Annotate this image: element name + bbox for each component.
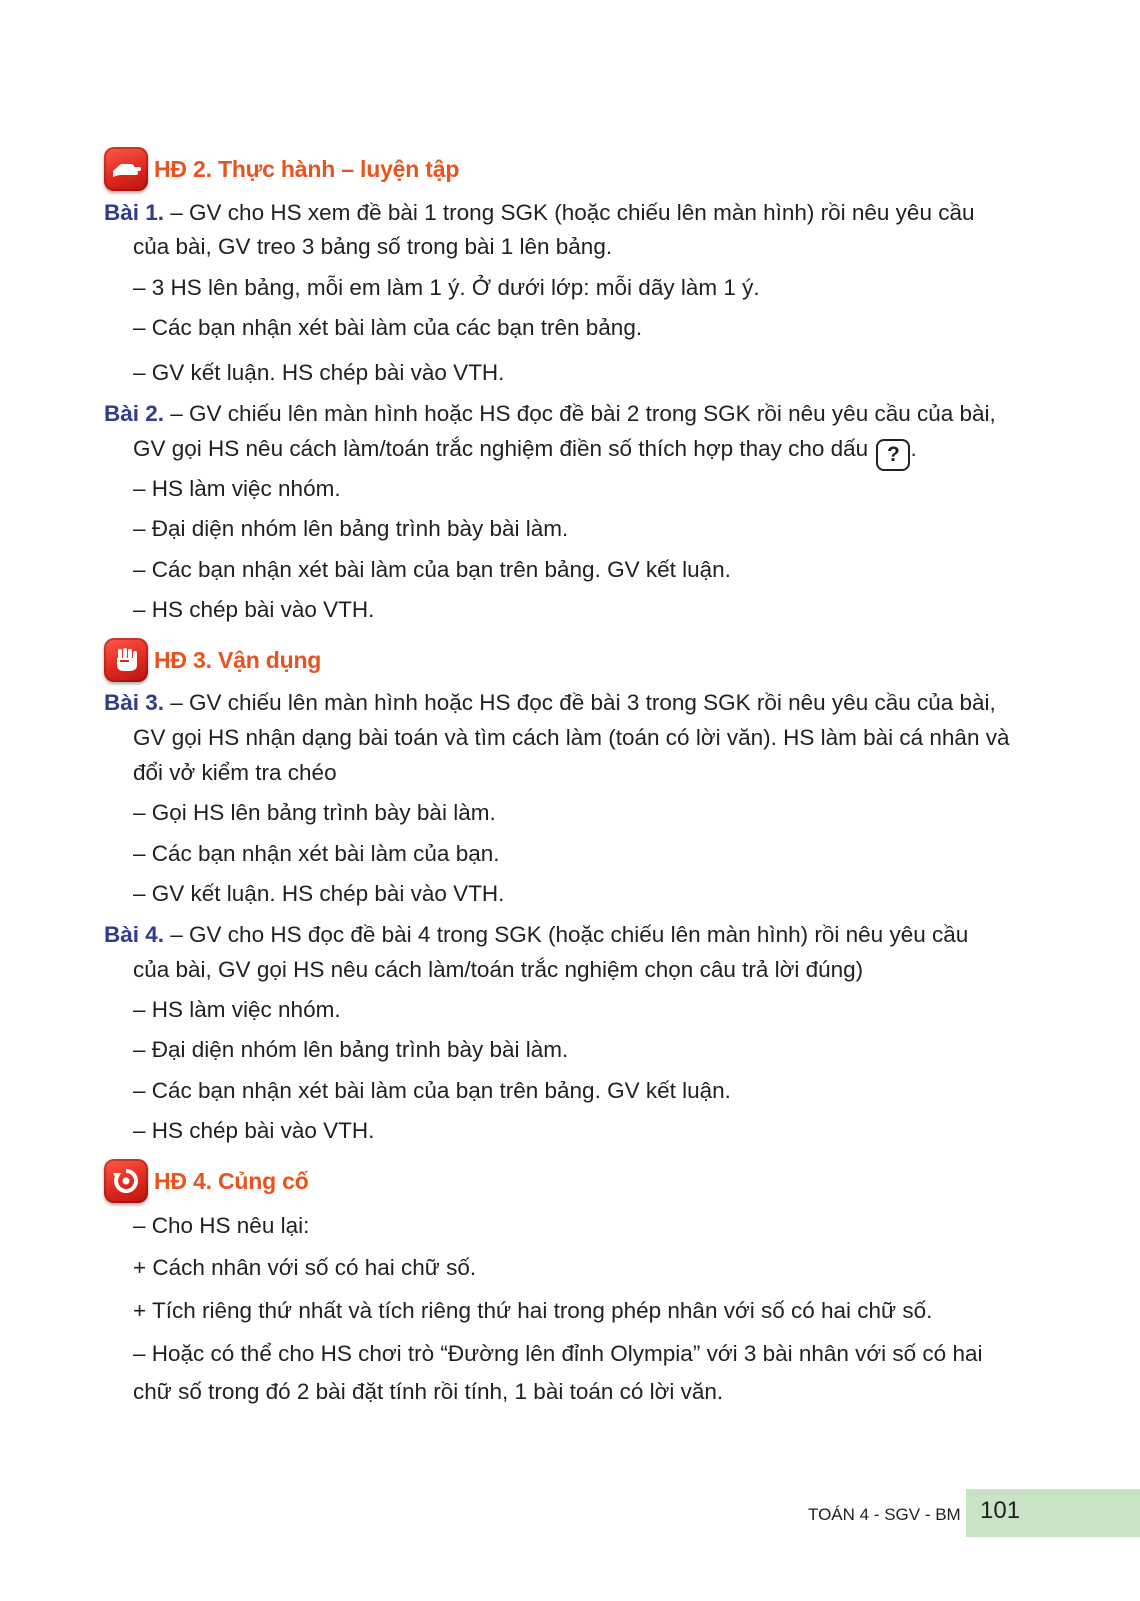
text: – GV chiếu lên màn hình hoặc HS đọc đề bài 2 trong SGK rồi nêu yêu cầu của bài, [164, 401, 996, 426]
bai4-line-2: của bài, GV gọi HS nêu cách làm/toán trắc nghiệm chọn câu trả lời đúng) [133, 957, 864, 982]
hd4-line-1: – Cho HS nêu lại: [133, 1213, 310, 1238]
hd4-line-3: + Tích riêng thứ nhất và tích riêng thứ hai trong phép nhân với số có hai chữ số. [133, 1298, 933, 1323]
bai3-line-4: – Gọi HS lên bảng trình bày bài làm. [133, 800, 496, 825]
fist-icon [104, 638, 148, 682]
exercise-label: Bài 1. [104, 200, 165, 225]
refresh-icon [104, 1159, 148, 1203]
bai3-line-5: – Các bạn nhận xét bài làm của bạn. [133, 841, 500, 866]
bai3-line-1 [104, 689, 996, 717]
section-title: HĐ 2. Thực hành – luyện tập [154, 155, 460, 182]
hand-icon [104, 147, 148, 191]
bai1-line-2: của bài, GV treo 3 bảng số trong bài 1 lên bảng. [133, 234, 613, 259]
text: – GV cho HS đọc đề bài 4 trong SGK (hoặc chiếu lên màn hình) rồi nêu yêu cầu [164, 922, 969, 947]
section-heading-hd4 [104, 1159, 309, 1203]
book-title: TOÁN 4 - SGV - BM [808, 1505, 961, 1524]
section-title: HĐ 4. Củng cố [154, 1167, 309, 1194]
bai3-line-2: GV gọi HS nhận dạng bài toán và tìm cách làm (toán có lời văn). HS làm bài cá nhân và [133, 725, 1010, 750]
exercise-label: Bài 3. [104, 690, 165, 715]
bai1-line-3: – 3 HS lên bảng, mỗi em làm 1 ý. Ở dưới lớp: mỗi dãy làm 1 ý. [133, 275, 760, 300]
page-number: 101 [980, 1497, 1021, 1524]
question-box-icon: ? [876, 439, 910, 471]
bai2-line-5: – Các bạn nhận xét bài làm của bạn trên bảng. GV kết luận. [133, 557, 731, 582]
section-heading-hd2 [104, 147, 459, 191]
bai4-line-4: – Đại diện nhóm lên bảng trình bày bài làm. [133, 1037, 569, 1062]
bai4-line-1 [104, 921, 968, 949]
text: . [910, 436, 917, 461]
bai4-line-3: – HS làm việc nhóm. [133, 997, 341, 1022]
bai2-line-1 [104, 400, 996, 428]
bai4-line-6: – HS chép bài vào VTH. [133, 1118, 375, 1143]
bai4-line-5: – Các bạn nhận xét bài làm của bạn trên bảng. GV kết luận. [133, 1078, 731, 1103]
hd4-line-4: – Hoặc có thể cho HS chơi trò “Đường lên đỉnh Olympia” với 3 bài nhân với số có hai [133, 1341, 983, 1366]
bai2-line-6: – HS chép bài vào VTH. [133, 597, 375, 622]
text: – GV chiếu lên màn hình hoặc HS đọc đề bài 3 trong SGK rồi nêu yêu cầu của bài, [164, 690, 996, 715]
section-heading-hd3 [104, 638, 321, 682]
text: GV gọi HS nêu cách làm/toán trắc nghiệm điền số thích hợp thay cho dấu [133, 436, 869, 461]
bai2-line-4: – Đại diện nhóm lên bảng trình bày bài làm. [133, 516, 569, 541]
section-title: HĐ 3. Vận dụng [154, 646, 322, 673]
bai3-line-6: – GV kết luận. HS chép bài vào VTH. [133, 881, 505, 906]
bai1-line-5: – GV kết luận. HS chép bài vào VTH. [133, 360, 505, 385]
bai1-line-4: – Các bạn nhận xét bài làm của các bạn trên bảng. [133, 315, 643, 340]
text: – GV cho HS xem đề bài 1 trong SGK (hoặc chiếu lên màn hình) rồi nêu yêu cầu [164, 200, 975, 225]
exercise-label: Bài 2. [104, 401, 165, 426]
hd4-line-2: + Cách nhân với số có hai chữ số. [133, 1255, 477, 1280]
bai2-line-2 [133, 435, 917, 471]
exercise-label: Bài 4. [104, 922, 165, 947]
bai1-line-1 [104, 199, 974, 227]
bai3-line-3: đổi vở kiểm tra chéo [133, 760, 337, 785]
bai2-line-3: – HS làm việc nhóm. [133, 476, 341, 501]
hd4-line-5: chữ số trong đó 2 bài đặt tính rồi tính, 1 bài toán có lời văn. [133, 1379, 724, 1404]
